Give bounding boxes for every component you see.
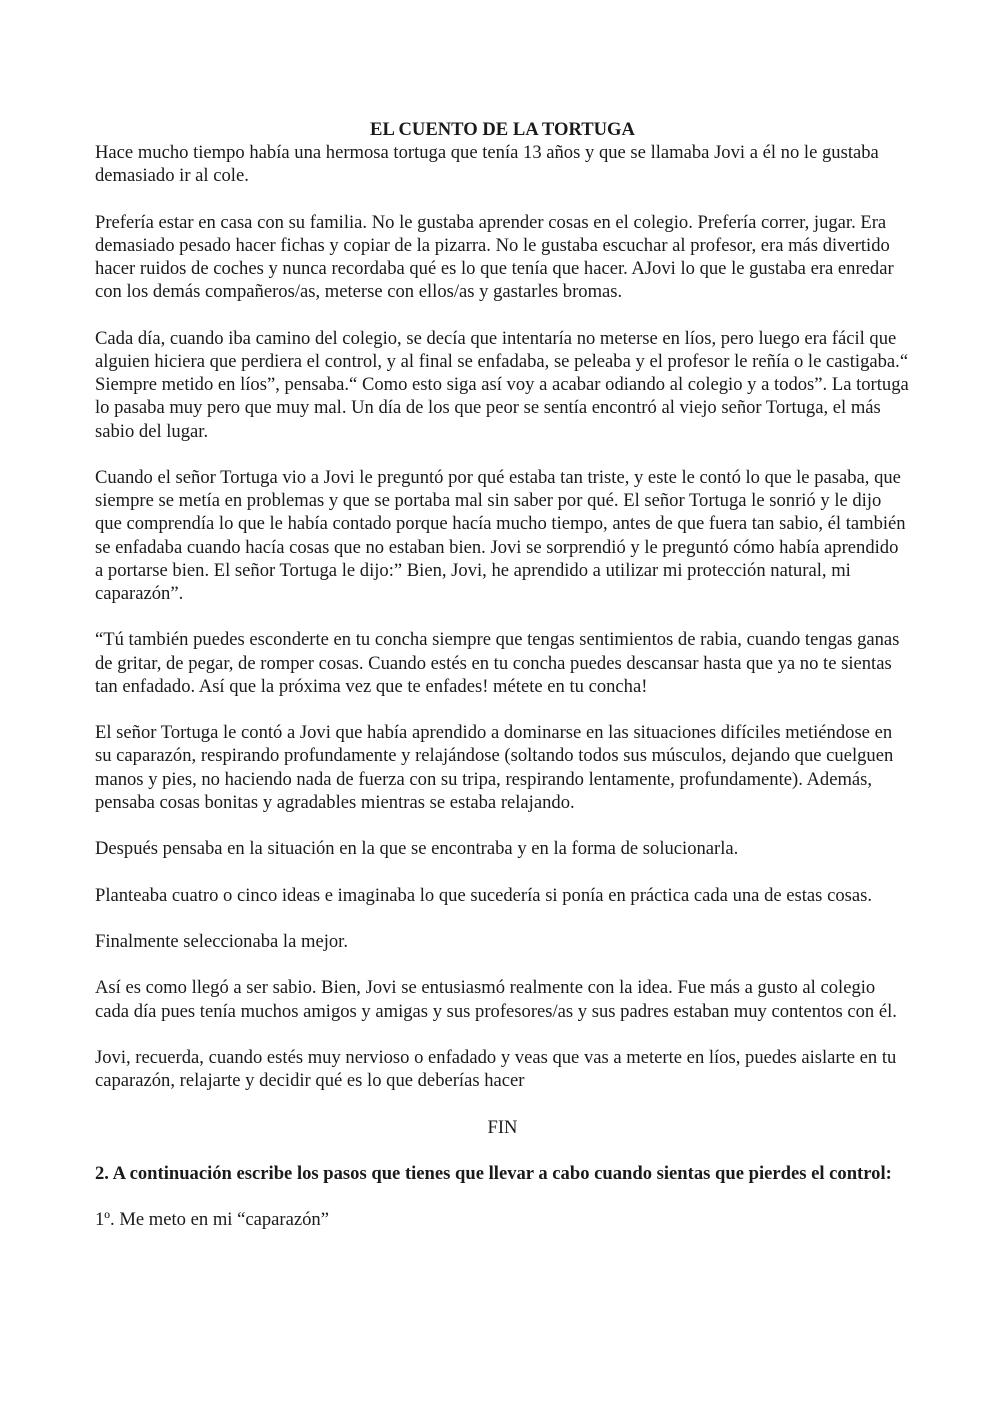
story-paragraph-1: Hace mucho tiempo había una hermosa tortuga que tenía 13 años y que se llamaba Jovi a él no le gustaba demasiado ir al cole. bbox=[95, 142, 879, 187]
story-paragraph-2: Prefería estar en casa con su familia. No le gustaba aprender cosas en el colegio. Prefería correr, jugar. Era demasiado pesado hacer fichas y copiar de la pizarra. No le gustaba escuchar al profesor, era más divertido hacer ruidos de coches y nunca recordaba qué es lo que tenía que hacer. AJovi lo que le gustaba era enredar con los demás compañeros/as, meterse con ellos/as y gastarles bromas. bbox=[95, 211, 894, 303]
story-paragraph-3: Cada día, cuando iba camino del colegio, se decía que intentaría no meterse en líos, pero luego era fácil que alguien hiciera que perdiera el control, y al final se enfadaba, se peleaba y el profesor le reñía o le castigaba.“ Siempre metido en líos”, pensaba.“ Como esto siga así voy a acabar odiando al colegio y a todos”. La tortuga lo pasaba muy pero que muy mal. Un día de los que peor se sentía encontró al viejo señor Tortuga, el más sabio del lugar. bbox=[95, 327, 909, 442]
story-paragraph-10: Así es como llegó a ser sabio. Bien, Jovi se entusiasmó realmente con la idea. Fue más a gusto al colegio cada día pues tenía muchos amigos y amigas y sus profesores/as y sus padres estaban muy contentos con él. bbox=[95, 977, 897, 1022]
document-page bbox=[95, 118, 910, 1232]
story-paragraph-7: Después pensaba en la situación en la que se encontraba y en la forma de solucionarla. bbox=[95, 838, 739, 860]
story-paragraph-4: Cuando el señor Tortuga vio a Jovi le preguntó por qué estaba tan triste, y este le contó lo que le pasaba, que siempre se metía en problemas y que se portaba mal sin saber por qué. El señor Tortuga le sonrió y le dijo que comprendía lo que le había contado porque hacía mucho tiempo, antes de que fuera tan sabio, él también se enfadaba cuando hacía cosas que no estaban bien. Jovi se sorprendió y le preguntó cómo había aprendido a portarse bien. El señor Tortuga le dijo:” Bien, Jovi, he aprendido a utilizar mi protección natural, mi caparazón”. bbox=[95, 467, 906, 605]
document-title: EL CUENTO DE LA TORTUGA bbox=[370, 119, 635, 140]
story-paragraph-6: El señor Tortuga le contó a Jovi que había aprendido a dominarse en las situaciones difíciles metiéndose en su caparazón, respirando profundamente y relajándose (soltando todos sus músculos, dejando que cuelguen manos y pies, no haciendo nada de fuerza con su tripa, respirando lentamente, profundamente). Además, pensaba cosas bonitas y agradables mientras se estaba relajando. bbox=[95, 722, 894, 813]
exercise-answer-step-1: 1º. Me meto en mi “caparazón” bbox=[95, 1209, 329, 1231]
story-paragraph-5: “Tú también puedes esconderte en tu concha siempre que tengas sentimientos de rabia, cuando tengas ganas de gritar, de pegar, de romper cosas. Cuando estés en tu concha puedes descansar hasta que ya no te sientas tan enfadado. Así que la próxima vez que te enfades! métete en tu concha! bbox=[95, 629, 900, 697]
story-paragraph-11: Jovi, recuerda, cuando estés muy nervioso o enfadado y veas que vas a meterte en líos, puedes aislarte en tu caparazón, relajarte y decidir qué es lo que deberías hacer bbox=[95, 1046, 897, 1092]
exercise-question: 2. A continuación escribe los pasos que tienes que llevar a cabo cuando sientas que pierdes el control: bbox=[95, 1162, 892, 1184]
story-paragraph-9: Finalmente seleccionaba la mejor. bbox=[95, 930, 348, 952]
story-paragraph-8: Planteaba cuatro o cinco ideas e imaginaba lo que sucedería si ponía en práctica cada una de estas cosas. bbox=[95, 884, 872, 906]
story-end-label: FIN bbox=[487, 1116, 518, 1138]
